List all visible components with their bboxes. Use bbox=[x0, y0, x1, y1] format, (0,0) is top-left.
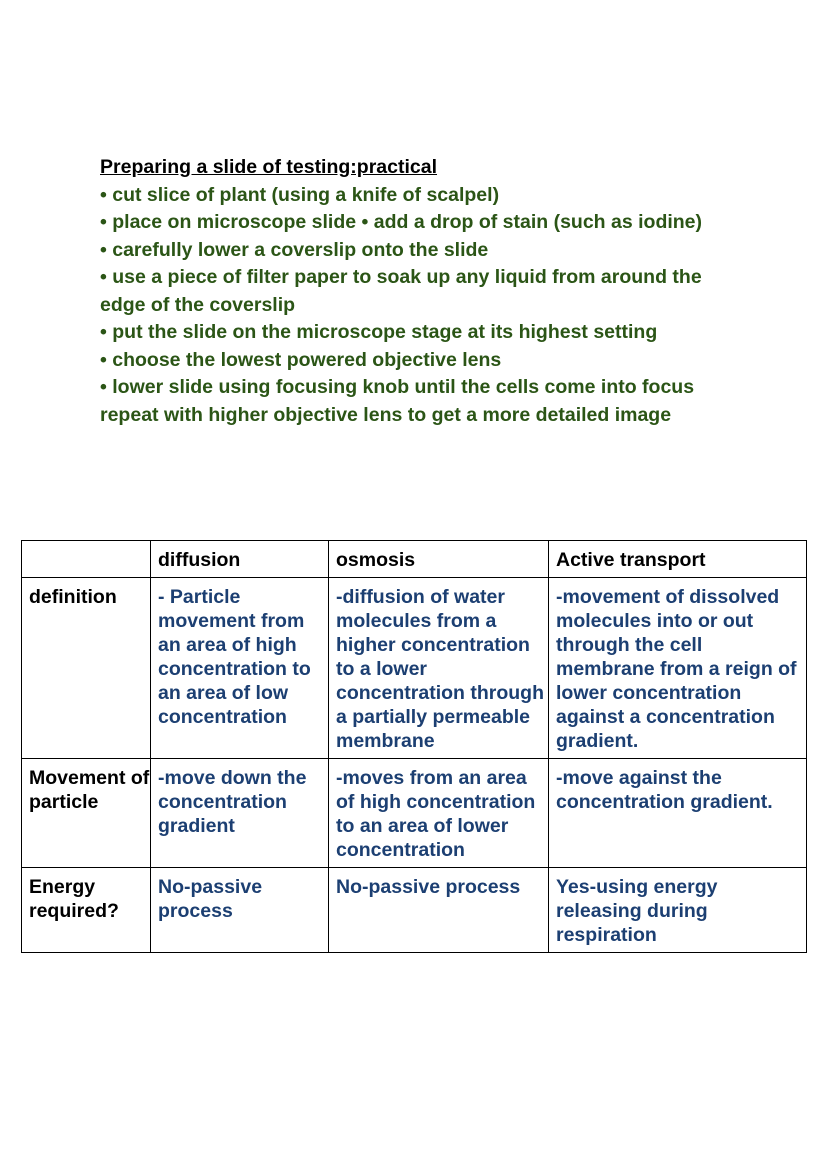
row-label-definition: definition bbox=[22, 578, 151, 759]
row-label-energy: Energy required? bbox=[22, 868, 151, 953]
cell-diffusion-energy: No-passive process bbox=[151, 868, 329, 953]
header-osmosis: osmosis bbox=[329, 541, 549, 578]
cell-diffusion-definition: - Particle movement from an area of high concentration to an area of low concentration bbox=[151, 578, 329, 759]
notes-step: • use a piece of filter paper to soak up any liquid from around the edge of the coverslip bbox=[100, 266, 702, 316]
table-row-movement bbox=[22, 759, 807, 868]
transport-comparison-table bbox=[21, 540, 807, 953]
table-header-row bbox=[22, 541, 807, 578]
notes-step: • lower slide using focusing knob until the cells come into focus repeat with higher objective lens to get a more detailed image bbox=[100, 376, 695, 426]
cell-osmosis-movement: -moves from an area of high concentration to an area of lower concentration bbox=[329, 759, 549, 868]
table-row-definition bbox=[22, 578, 807, 759]
notes-step: • cut slice of plant (using a knife of scalpel) bbox=[100, 183, 500, 206]
notes-step: • carefully lower a coverslip onto the slide bbox=[100, 238, 489, 261]
practical-notes bbox=[100, 154, 720, 429]
table-row-energy bbox=[22, 868, 807, 953]
notes-title: Preparing a slide of testing:practical bbox=[100, 156, 438, 178]
cell-active-transport-definition: -movement of dissolved molecules into or out through the cell membrane from a reign of lower concentration against a concentration gradient. bbox=[549, 578, 807, 759]
notes-step: • place on microscope slide • add a drop of stain (such as iodine) bbox=[100, 211, 703, 233]
cell-active-transport-energy: Yes-using energy releasing during respiration bbox=[549, 868, 807, 953]
notes-step: • put the slide on the microscope stage at its highest setting bbox=[100, 321, 658, 343]
cell-osmosis-definition: -diffusion of water molecules from a higher concentration to a lower concentration through a partially permeable membrane bbox=[329, 578, 549, 759]
cell-active-transport-movement: -move against the concentration gradient. bbox=[549, 759, 807, 868]
header-active-transport: Active transport bbox=[549, 541, 807, 578]
notes-step: • choose the lowest powered objective lens bbox=[100, 348, 502, 371]
header-empty bbox=[22, 541, 151, 578]
header-diffusion: diffusion bbox=[151, 541, 329, 578]
row-label-movement: Movement of particle bbox=[22, 759, 151, 868]
cell-osmosis-energy: No-passive process bbox=[329, 868, 549, 953]
cell-diffusion-movement: -move down the concentration gradient bbox=[151, 759, 329, 868]
